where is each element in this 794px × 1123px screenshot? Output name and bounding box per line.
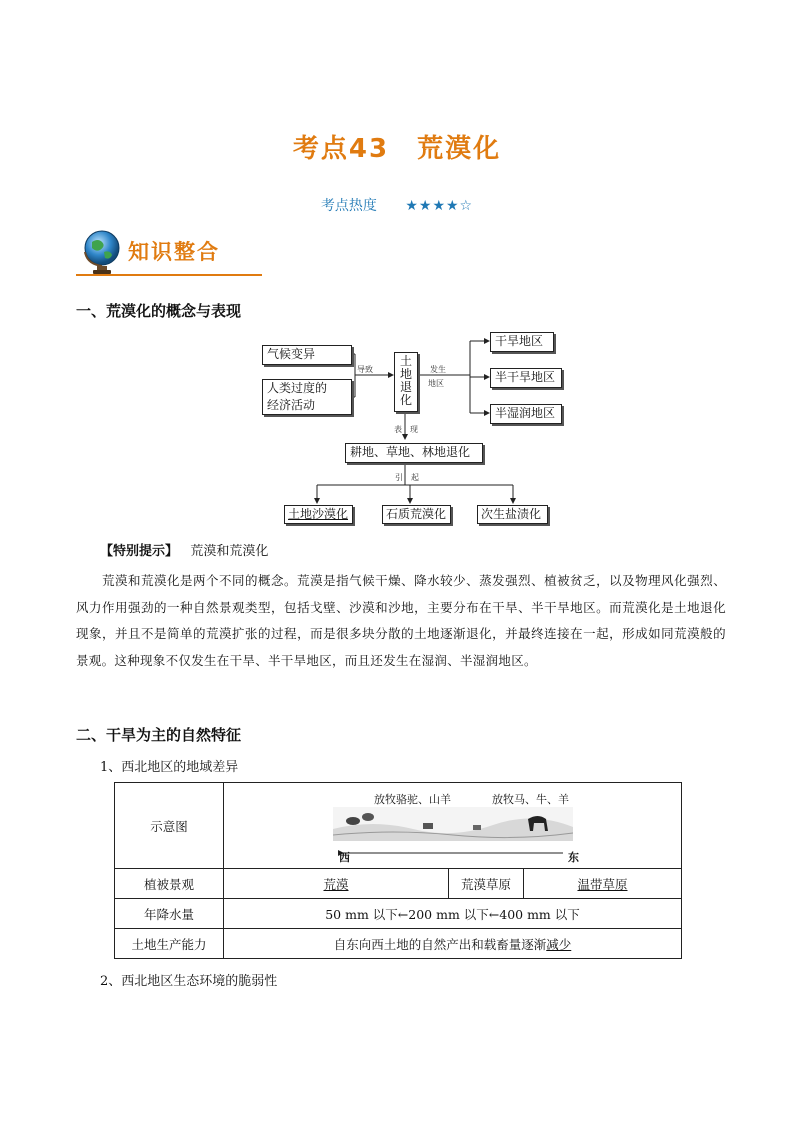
heat-rating [0,195,794,215]
tip-paragraph: 荒漠和荒漠化是两个不同的概念。荒漠是指气候干燥、降水较少、蒸发强烈、植被贫乏，以及物理风化强烈、风力作用强劲的一种自然景观类型，包括戈壁、沙漠和沙地，主要分布在干旱、半干旱地区。而荒漠化是土地退化现象，并且不是简单的荒漠扩张的过程，而是很多块分散的土地逐渐退化，并最终连接在一起，形成如同荒漠般的景观。这种现象不仅发生在干旱、半干旱地区，而且还发生在湿润、半湿润地区。 [76,573,726,668]
veg-temperate-grassland: 温带草原 [577,876,628,892]
page-title: 考点43 荒漠化 [292,134,502,164]
heat-label: 考点热度 [320,198,377,214]
center-char-2: 地 [399,367,412,381]
rainfall-value: 50 mm 以下←200 mm 以下←400 mm 以下 [224,899,682,929]
region-semihumid-box: 半湿润地区 [490,404,562,424]
center-char-3: 退 [399,380,412,394]
table-row [115,929,682,959]
veg-temperate-cell [524,869,682,899]
cause-climate-box: 气候变异 [262,345,352,365]
direction-east: 东 [568,851,579,864]
veg-desert-steppe-cell [449,869,524,899]
veg-desert: 荒漠 [323,876,349,892]
row-label-rainfall: 年降水量 [115,899,224,929]
region-semiarid-box: 半干旱地区 [490,368,562,388]
cause-human-line1: 人类过度的 [267,381,328,395]
cause-human-box [262,379,352,415]
row-label-productivity: 土地生产能力 [115,929,224,959]
productivity-text: 自东向西土地的自然产出和载畜量逐渐 [333,936,547,952]
direction-west: 西 [339,851,350,864]
land-degradation-box [394,352,418,412]
special-tip [100,540,268,559]
land-degrade-box: 耕地、草地、林地退化 [345,443,483,463]
table-row [115,869,682,899]
productivity-cell [224,929,682,959]
caption-horse-cattle: 放牧马、牛、羊 [492,793,569,806]
veg-desert-cell [224,869,449,899]
subheading-2: 2、西北地区生态环境的脆弱性 [100,974,278,989]
section2-heading: 二、干旱为主的自然特征 [76,726,242,744]
tip-subject: 荒漠和荒漠化 [190,544,269,559]
tip-tag: 【特别提示】 [100,544,179,559]
show-label: 表 现 [394,425,418,434]
section1-heading: 一、荒漠化的概念与表现 [76,302,242,320]
landscape-illustration-cell [224,783,682,869]
productivity-decrease: 减少 [546,936,572,952]
result-desertification-text: 土地沙漠化 [288,507,349,521]
heat-stars: ★★★★☆ [405,198,474,214]
cause-human-line2: 经济活动 [267,398,316,412]
row-label-vegetation: 植被景观 [115,869,224,899]
lead-label: 导致 [357,365,373,374]
subheading-1: 1、西北地区的地域差异 [100,760,239,775]
section-banner: 知识整合 [128,240,220,264]
veg-desert-steppe: 荒漠草原 [460,876,511,892]
result-salinization-box: 次生盐渍化 [477,505,548,524]
occur-label-2: 地区 [428,379,444,388]
table-row [115,899,682,929]
region-arid-box: 干旱地区 [490,332,554,352]
result-rocky-box: 石质荒漠化 [382,505,451,524]
regional-difference-table [114,782,682,959]
banner-underline [76,274,262,276]
occur-label-1: 发生 [430,365,446,374]
table-row [115,783,682,869]
center-char-1: 土 [399,354,412,368]
result-desertification-box [284,505,353,524]
caption-camel-goat: 放牧骆驼、山羊 [374,793,451,806]
row-label-diagram: 示意图 [115,783,224,869]
center-char-4: 化 [399,393,412,407]
cause-label: 引 起 [395,473,419,482]
